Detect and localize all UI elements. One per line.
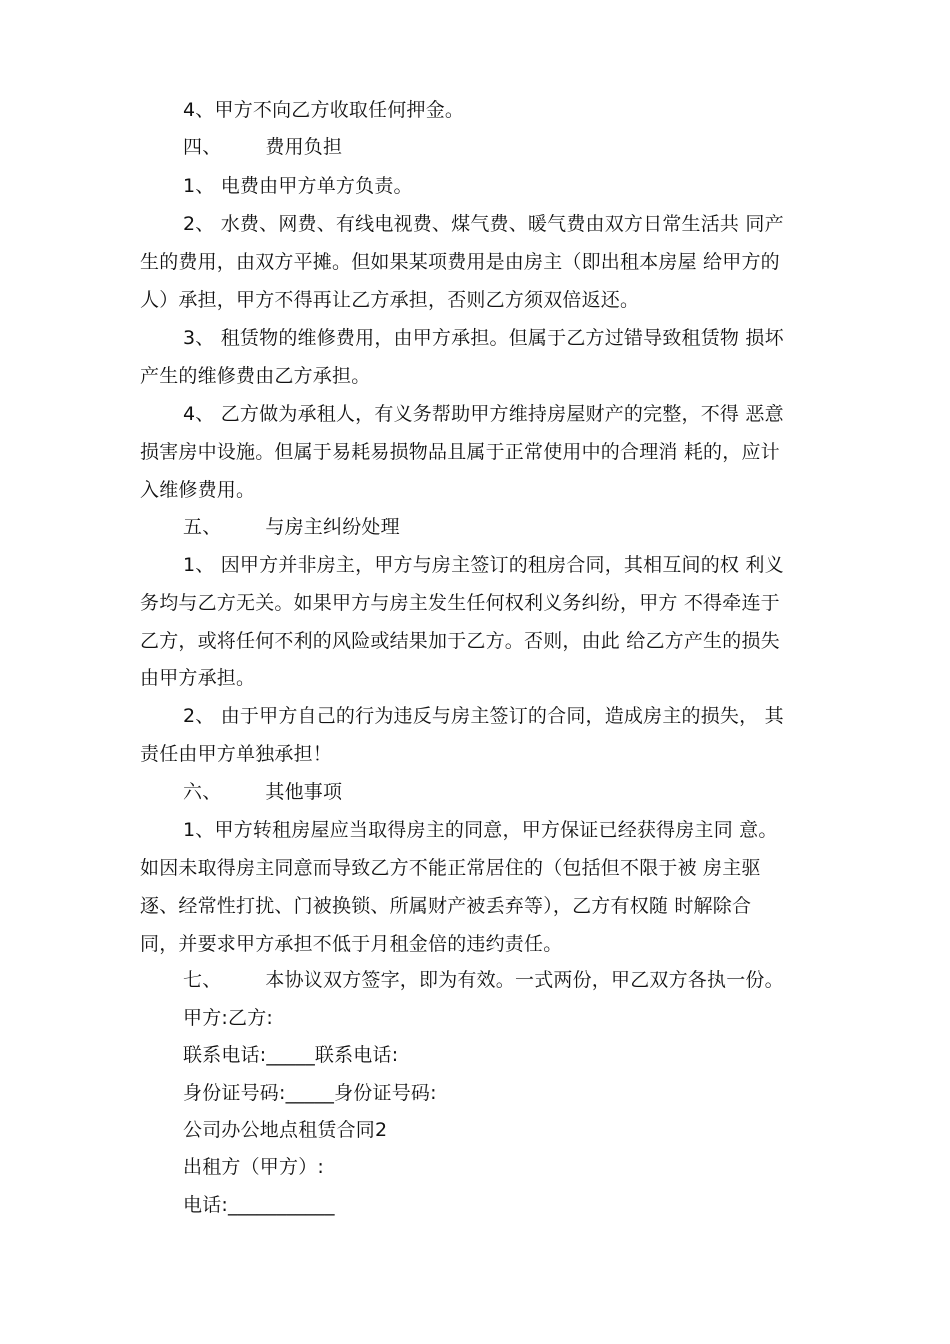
clause-dispute-line1: 1、 因甲方并非房主，甲方与房主签订的租房合同，其相互间的权 利义 <box>183 554 784 576</box>
clause-tenant-duty-line1: 4、 乙方做为承租人，有义务帮助甲方维持房屋财产的完整，不得 恶意 <box>183 403 784 425</box>
clause-electricity: 1、 电费由甲方单方负责。 <box>183 175 413 197</box>
section-title: 与房主纠纷处理 <box>265 516 400 538</box>
clause-dispute-line4: 由甲方承担。 <box>140 667 256 689</box>
section-4-heading <box>183 135 342 159</box>
second-contract-title: 公司办公地点租赁合同2 <box>183 1119 388 1141</box>
clause-violation-line1: 2、 由于甲方自己的行为违反与房主签订的合同，造成房主的损失， 其 <box>183 705 784 727</box>
clause-sublease-line2: 如因未取得房主同意而导致乙方不能正常居住的（包括但不限于被 房主驱 <box>140 857 761 879</box>
signature-phones: 联系电话:_____联系电话: <box>183 1044 399 1066</box>
section-5-heading <box>183 515 400 539</box>
signature-id-numbers: 身份证号码:_____身份证号码: <box>183 1082 437 1104</box>
clause-utilities-line1: 2、 水费、网费、有线电视费、煤气费、暖气费由双方日常生活共 同产 <box>183 213 784 235</box>
clause-dispute-line2: 务均与乙方无关。如果甲方与房主发生任何权利义务纠纷，甲方 不得牵连于 <box>140 592 780 614</box>
clause-sublease-line4: 同，并要求甲方承担不低于月租金倍的违约责任。 <box>140 933 563 955</box>
clause-violation-line2: 责任由甲方单独承担！ <box>140 743 333 765</box>
clause-4-deposit: 4、甲方不向乙方收取任何押金。 <box>183 99 465 121</box>
section-title: 其他事项 <box>265 781 343 803</box>
clause-utilities-line2: 生的费用，由双方平摊。但如果某项费用是由房主（即出租本房屋 给甲方的 <box>140 251 780 273</box>
lessor-label: 出租方（甲方）: <box>183 1156 325 1178</box>
section-number: 六、 <box>183 781 222 803</box>
clause-repair-line2: 产生的维修费由乙方承担。 <box>140 365 371 387</box>
section-title: 费用负担 <box>265 136 343 158</box>
lessor-phone: 电话:___________ <box>183 1194 335 1216</box>
clause-repair-line1: 3、 租赁物的维修费用，由甲方承担。但属于乙方过错导致租赁物 损坏 <box>183 327 784 349</box>
section-text: 本协议双方签字，即为有效。一式两份，甲乙双方各执一份。 <box>265 969 784 991</box>
clause-sublease-line1: 1、甲方转租房屋应当取得房主的同意，甲方保证已经获得房主同 意。 <box>183 819 778 841</box>
clause-dispute-line3: 乙方，或将任何不利的风险或结果加于乙方。否则，由此 给乙方产生的损失 <box>140 630 780 652</box>
section-number: 五、 <box>183 516 222 538</box>
clause-tenant-duty-line3: 入维修费用。 <box>140 479 256 501</box>
signature-parties: 甲方:乙方: <box>183 1007 274 1029</box>
clause-sublease-line3: 逐、经常性打扰、门被换锁、所属财产被丢弃等），乙方有权随 时解除合 <box>140 895 752 917</box>
section-number: 七、 <box>183 969 222 991</box>
section-number: 四、 <box>183 136 222 158</box>
clause-utilities-line3: 人）承担，甲方不得再让乙方承担，否则乙方须双倍返还。 <box>140 289 640 311</box>
clause-tenant-duty-line2: 损害房中设施。但属于易耗易损物品且属于正常使用中的合理消 耗的，应计 <box>140 441 780 463</box>
section-7-heading <box>183 968 784 992</box>
section-6-heading <box>183 780 342 804</box>
